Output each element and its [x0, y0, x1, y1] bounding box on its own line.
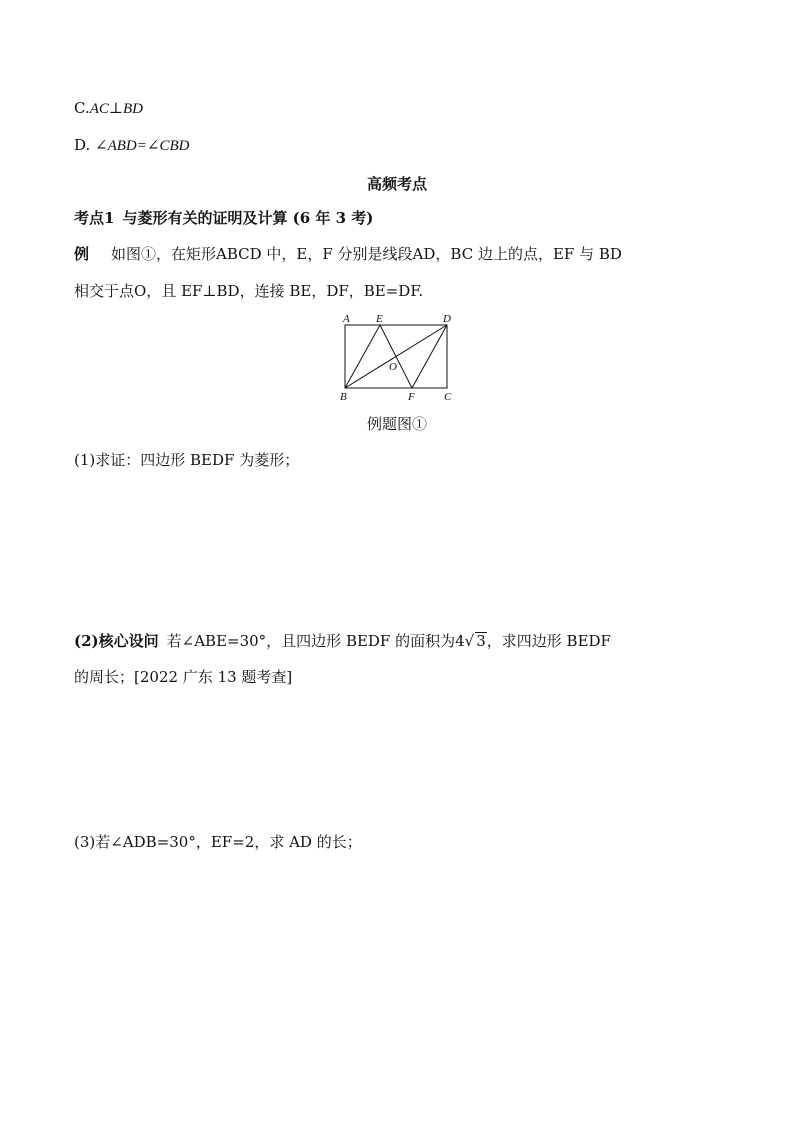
- topic-line: [74, 208, 373, 228]
- question-2-line-1: [74, 631, 611, 651]
- question-2-text-a: 若∠ABE=30°，且四边形 BEDF 的面积为: [166, 632, 456, 650]
- example-text-2: 相交于点O，且 EF⊥BD，连接 BE，DF，BE=DF.: [74, 282, 424, 300]
- section-title: 高频考点: [366, 175, 427, 193]
- example-line-2: [74, 281, 423, 301]
- question-2-prefix: (2)核心设问: [74, 632, 159, 650]
- question-2-radicand: 3: [476, 632, 486, 650]
- question-2-line-2: 的周长；[2022 广东 13 题考查]: [74, 668, 293, 686]
- label-f: F: [408, 391, 415, 403]
- label-a: A: [343, 313, 350, 325]
- label-e: E: [376, 313, 383, 325]
- question-1: (1)求证：四边形 BEDF 为菱形；: [74, 451, 300, 469]
- topic-title: 与菱形有关的证明及计算 (6 年 3 考): [122, 209, 374, 227]
- option-d: [74, 135, 189, 156]
- rectangle-figure: [334, 312, 464, 404]
- question-3: (3)若∠ADB=30°，EF=2，求 AD 的长；: [74, 833, 362, 851]
- segment-be: [345, 325, 380, 388]
- sqrt-symbol: √: [464, 632, 475, 650]
- label-o: O: [389, 361, 397, 373]
- example-text-1: 如图①，在矩形ABCD 中，E，F 分别是线段AD，BC 边上的点，EF 与 BD: [111, 245, 622, 263]
- figure-caption: 例题图①: [366, 415, 427, 433]
- topic-label: 考点1: [74, 209, 115, 227]
- option-c: [74, 98, 143, 119]
- option-d-prefix: D.: [74, 136, 96, 154]
- segment-df: [412, 325, 447, 388]
- example-line-1: [74, 244, 622, 264]
- option-c-prefix: C.: [74, 99, 90, 117]
- label-d: D: [443, 313, 451, 325]
- segment-ef: [380, 325, 412, 388]
- question-2-coef: 4: [455, 632, 465, 650]
- example-label: 例: [74, 245, 90, 263]
- question-2-text-b: ，求四边形 BEDF: [486, 632, 611, 650]
- label-c: C: [444, 391, 452, 403]
- option-d-math: ∠ABD=∠CBD: [95, 138, 190, 154]
- option-c-math: AC⊥BD: [89, 101, 143, 117]
- label-b: B: [340, 391, 347, 403]
